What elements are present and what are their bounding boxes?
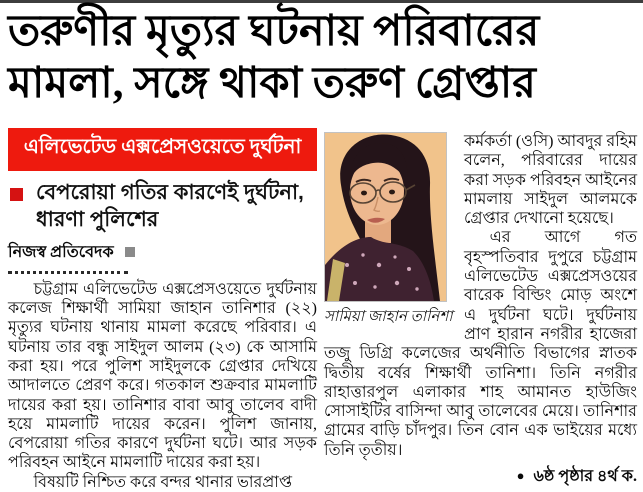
left-column xyxy=(8,128,317,492)
body-paragraph-left-2: বিষয়টি নিশ্চিত করে বন্দর থানার ভারপ্রাপ্ত xyxy=(33,473,293,491)
jump-line xyxy=(324,463,637,490)
subhead-text: বেপরোয়া গতির কারণেই দুর্ঘটনা, ধারণা পুলিশের xyxy=(36,181,304,231)
top-rule xyxy=(0,0,643,3)
byline-text: নিজস্ব প্রতিবেদক xyxy=(8,243,114,261)
kicker-banner: এলিভেটেড এক্সপ্রেসওয়েতে দুর্ঘটনা xyxy=(8,128,317,171)
photo-block xyxy=(324,132,455,330)
photo-caption: সামিয়া জাহান তানিশা xyxy=(324,309,453,325)
byline-end-square xyxy=(125,247,135,257)
portrait-photo xyxy=(324,132,447,302)
jump-text: ৬ষ্ঠ পৃষ্ঠার ৪র্থ ক. xyxy=(533,468,637,486)
subhead xyxy=(8,180,317,234)
body-paragraph-left-1: চট্টগ্রাম এলিভেটেড এক্সপ্রেসওয়েতে দুর্ঘটনায় কলেজ শিক্ষার্থী সামিয়া জাহান তানিশার (২২) মৃত্যুর ঘটনায় থানায় মামলা করেছে পরিবার। এ ঘটনায় তার বন্ধু সাইদুল আলম (২৩) কে আসামি করা হয়। পরে পুলিশ সাইদুলকে গ্রেপ্তার দেখিয়ে আদালতে প্রেরণ করে। গতকাল শুক্রবার মামলাটি দায়ের করা হয়। তানিশার বাবা আবু তালেব বাদী হয়ে মামলাটি দায়ের করেন। পুলিশ জানায়, বেপরোয়া গতির কারণে দুর্ঘটনা ঘটে। আর সড়ক পরিবহন আইনে মামলাটি দায়ের করা হয়। xyxy=(8,280,317,472)
body-paragraph-right-2: এর আগে গত বৃহস্পতিবার দুপুরে চট্টগ্রাম এলিভেটেড এক্সপ্রেসওয়ের বারেক বিল্ডিং মোড় অংশে এ দুর্ঘটনা ঘটে। দুর্ঘটনায় প্রাণ হারান নগরীর হাজেরা তজু ডিগ্রি কলেজের অর্থনীতি বিভাগের স্নাতক দ্বিতীয় বর্ষের শিক্ষার্থী তানিশা। তিনি নগরীর রাহাত্তারপুল এলাকার শাহ আমানত হাউজিং সোসাইটির বাসিন্দা আবু তালেবের মেয়ে। তানিশার গ্রামের বাড়ি চাঁদপুর। তিন বোন এক ভাইয়ের মধ্যে তিনি তৃতীয়। xyxy=(324,229,637,459)
right-section xyxy=(324,132,637,490)
circle-bullet: ● xyxy=(516,468,525,484)
byline xyxy=(8,239,317,266)
headline: তরুণীর মৃত্যুর ঘটনায় পরিবারের মামলা, সঙ্গে থাকা তরুণ গ্রেপ্তার xyxy=(8,8,540,108)
dotted-separator xyxy=(8,271,128,274)
body-paragraph-right-1: কর্মকর্তা (ওসি) আবদুর রহিম বলেন, পরিবারের দায়ের করা সড়ক পরিবহন আইনের মামলায় সাইদুল আলমকে গ্রেপ্তার দেখানো হয়েছে। xyxy=(464,133,637,228)
red-square-bullet xyxy=(10,188,23,201)
